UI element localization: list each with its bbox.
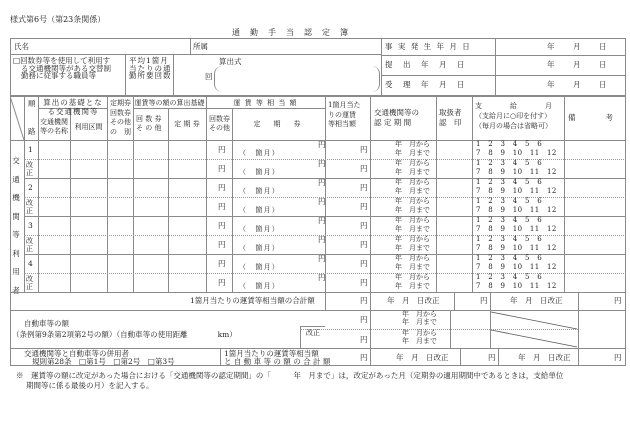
section-field[interactable] [71, 274, 107, 291]
pass-yen: 円 [318, 254, 326, 263]
remarks-field[interactable] [565, 236, 625, 253]
pay-months-1-6[interactable]: 1 2 3 4 5 6 [476, 140, 543, 148]
monthly-yen: 円 [360, 202, 368, 211]
times-unit: 回 [205, 72, 213, 81]
basis-name-header: 交通機関等の名称 [40, 118, 68, 135]
monthly-yen: 円 [360, 164, 368, 173]
period-to[interactable]: 年 月まで [395, 263, 430, 271]
total-amount-field[interactable] [326, 293, 369, 309]
pass-yen: 円 [318, 273, 326, 282]
section-field[interactable] [71, 198, 107, 215]
footnote-line-2: 期間等に係る最後の月）を記入する。 [26, 381, 154, 390]
ticket-type-field[interactable] [108, 236, 133, 253]
total-revised-date-1[interactable]: 年 月 日改正 [387, 296, 440, 305]
remarks-field[interactable] [565, 274, 625, 291]
submission-date-field[interactable]: 年 月 日 [547, 60, 607, 69]
period-from[interactable]: 年 月から [395, 273, 430, 281]
handler-seal-field[interactable] [437, 198, 472, 215]
table-row [38, 178, 626, 197]
period-to[interactable]: 年 月まで [395, 282, 430, 290]
pay-months-7-12[interactable]: 7 8 9 10 11 12 [476, 149, 557, 157]
handler-seal-field[interactable] [437, 141, 472, 158]
combined-total-label-2: と 自 動 車 等 の 額 の 合 計 額 [224, 357, 331, 366]
pass-yen: 円 [318, 235, 326, 244]
pay-months-1-6[interactable]: 1 2 3 4 5 6 [476, 273, 543, 281]
period-from[interactable]: 年 月から [395, 159, 430, 167]
handler-seal-field[interactable] [437, 274, 472, 291]
ticket-type-field[interactable] [108, 179, 133, 196]
combined-yen-2: 円 [488, 353, 496, 362]
period-to[interactable]: 年 月まで [395, 244, 430, 252]
coupon-basis-field[interactable] [134, 255, 168, 272]
route-revised-label: 改正 [26, 237, 33, 253]
order-label-top: 順 [28, 99, 36, 108]
car-revised-period-from[interactable]: 年 月から [402, 329, 437, 337]
remarks-field[interactable] [565, 160, 625, 177]
pay-months-1-6[interactable]: 1 2 3 4 5 6 [476, 254, 543, 262]
name-label: 氏名 [14, 42, 29, 51]
pass-months[interactable]: （ 箇月） [239, 168, 280, 176]
period-from[interactable]: 年 月から [395, 197, 430, 205]
section-field[interactable] [71, 179, 107, 196]
pass-basis-field[interactable] [169, 160, 206, 177]
period-from[interactable]: 年 月から [395, 216, 430, 224]
coupon-yen: 円 [218, 164, 226, 173]
remarks-header: 備 考 [568, 113, 613, 122]
total-revised-date-2[interactable]: 年 月 日改正 [510, 296, 563, 305]
pass-yen: 円 [318, 159, 326, 168]
formula-field[interactable] [214, 66, 380, 92]
pass-basis-field[interactable] [169, 236, 206, 253]
table-row [38, 273, 626, 292]
ticket-type-field[interactable] [108, 198, 133, 215]
pass-months[interactable]: （ 箇月） [239, 282, 280, 290]
pass-basis-field[interactable] [169, 274, 206, 291]
section-field[interactable] [71, 255, 107, 272]
formula-label: 算出式 [219, 57, 242, 66]
handler-seal-field[interactable] [437, 179, 472, 196]
occurrence-date-label: 事 実 発 生 年 月 日 [385, 42, 472, 51]
route-revised-label: 改正 [26, 161, 33, 177]
coupon-yen: 円 [218, 221, 226, 230]
combined-revised-date-2[interactable]: 年 月 日改正 [518, 353, 571, 362]
transit-name-field[interactable] [39, 141, 70, 158]
pay-months-1-6[interactable]: 1 2 3 4 5 6 [476, 197, 543, 205]
transit-name-field[interactable] [39, 179, 70, 196]
combined-yen-3: 円 [614, 353, 622, 362]
monthly-yen: 円 [360, 240, 368, 249]
handler-seal-field[interactable] [437, 236, 472, 253]
period-from[interactable]: 年 月から [395, 140, 430, 148]
combined-label-1: 交通機関等と自動車等の併用者 [24, 349, 129, 358]
fare-basis-group-header: 運賃等の額の算出基礎 [134, 98, 205, 107]
table-row [38, 254, 626, 273]
period-from[interactable]: 年 月から [395, 178, 430, 186]
pass-basis-field[interactable] [169, 179, 206, 196]
pay-months-1-6[interactable]: 1 2 3 4 5 6 [476, 216, 543, 224]
coupon-yen: 円 [218, 183, 226, 192]
fare-equiv-group-header: 運 賃 等 相 当 額 [233, 98, 298, 107]
ticket-type-field[interactable] [108, 274, 133, 291]
remarks-field[interactable] [565, 179, 625, 196]
coupon-basis-field[interactable] [134, 236, 168, 253]
pass-yen: 円 [318, 178, 326, 187]
coupon-basis-field[interactable] [134, 141, 168, 158]
car-revised-period-to[interactable]: 年 月まで [402, 337, 437, 345]
fare-basis-pass-header: 定 期 券 [174, 120, 200, 128]
basis-group-header: 算出の基礎となる交通機関等 [43, 98, 103, 116]
combined-amount-field[interactable] [326, 349, 369, 365]
car-period-to[interactable]: 年 月まで [402, 318, 437, 326]
remarks-field[interactable] [565, 198, 625, 215]
coupon-basis-field[interactable] [134, 217, 168, 234]
route-revised-label: 改正 [26, 275, 33, 291]
table-row [38, 216, 626, 235]
pay-month-header: 支 給 月 （支給月に○印を付す） （毎月の場合は省略可） [475, 102, 552, 130]
transit-name-field[interactable] [39, 217, 70, 234]
pay-months-1-6[interactable]: 1 2 3 4 5 6 [476, 159, 543, 167]
monthly-yen: 円 [360, 278, 368, 287]
pay-months-1-6[interactable]: 1 2 3 4 5 6 [476, 178, 543, 186]
coupon-basis-field[interactable] [134, 160, 168, 177]
section-field[interactable] [71, 236, 107, 253]
pass-yen: 円 [318, 216, 326, 225]
pay-months-7-12[interactable]: 7 8 9 10 11 12 [476, 263, 557, 271]
affiliation-label: 所属 [193, 42, 208, 51]
order-label-bottom: 路 [28, 127, 36, 136]
route-number: 1 [28, 145, 33, 154]
period-header: 交通機関等の 認 定 期 間 [374, 108, 419, 127]
pass-months[interactable]: （ 箇月） [239, 187, 280, 195]
pay-months-1-6[interactable]: 1 2 3 4 5 6 [476, 235, 543, 243]
total-row-label: 1箇月当たりの運賃等相当額の合計額 [190, 296, 315, 305]
pass-months[interactable]: （ 箇月） [239, 263, 280, 271]
pass-months[interactable]: （ 箇月） [239, 244, 280, 252]
handler-seal-field[interactable] [437, 160, 472, 177]
coupon-user-checkbox[interactable]: □回数券等を使用して利用す る交通機関等がある交替制 勤務に従事する職員等 [13, 56, 111, 80]
ticket-type-field[interactable] [108, 141, 133, 158]
table-row [38, 140, 626, 159]
remarks-field[interactable] [565, 255, 625, 272]
name-field[interactable] [36, 40, 186, 53]
car-period-from[interactable]: 年 月から [402, 310, 437, 318]
pass-basis-field[interactable] [169, 255, 206, 272]
period-from[interactable]: 年 月から [395, 235, 430, 243]
monthly-yen: 円 [360, 221, 368, 230]
period-to[interactable]: 年 月まで [395, 149, 430, 157]
affiliation-field[interactable] [212, 40, 377, 53]
footnote-line-1: ※ 運賃等の額に改定があった場合における「交通機関等の認定期間」の「 年 月まで」は，改定があった月（定期券の適用期間中であるときは，支給単位 [16, 371, 564, 380]
route-number: 2 [28, 183, 33, 192]
pass-basis-field[interactable] [169, 217, 206, 234]
car-row-label-1: 自動車等の額 [24, 319, 69, 328]
coupon-yen: 円 [218, 259, 226, 268]
route-number: 3 [28, 221, 33, 230]
submission-date-label: 提 出 年 月 日 [385, 60, 466, 69]
average-commute-label: 平均1箇月 当たりの通 勤所要回数 [129, 56, 172, 80]
remarks-field[interactable] [565, 141, 625, 158]
pass-months[interactable]: （ 箇月） [239, 149, 280, 157]
period-to[interactable]: 年 月まで [395, 187, 430, 195]
pay-months-7-12[interactable]: 7 8 9 10 11 12 [476, 225, 557, 233]
coupon-yen: 円 [218, 202, 226, 211]
occurrence-date-field[interactable]: 年 月 日 [547, 42, 607, 51]
section-field[interactable] [71, 217, 107, 234]
pass-months[interactable]: （ 箇月） [239, 206, 280, 214]
pass-months[interactable]: （ 箇月） [239, 225, 280, 233]
transit-name-field[interactable] [39, 198, 70, 215]
table-row [38, 197, 626, 216]
car-revised-amount-field[interactable] [326, 330, 369, 347]
fare-equiv-coupon-header: 回数券 その他 [209, 115, 230, 132]
ticket-type-field[interactable] [108, 255, 133, 272]
route-revised-label: 改正 [26, 199, 33, 215]
transit-name-field[interactable] [39, 274, 70, 291]
pass-yen: 円 [318, 140, 326, 149]
pay-months-7-12[interactable]: 7 8 9 10 11 12 [476, 206, 557, 214]
car-row-diagonals [491, 311, 578, 348]
handler-seal-field[interactable] [437, 217, 472, 234]
transit-user-side-label: 交通機関等利用者 [12, 156, 20, 295]
table-row [38, 235, 626, 254]
ticket-type-field[interactable] [108, 217, 133, 234]
average-times-field[interactable] [175, 70, 205, 84]
period-to[interactable]: 年 月まで [395, 225, 430, 233]
monthly-yen: 円 [360, 183, 368, 192]
fare-equiv-pass-header: 定 期 券 [253, 120, 304, 128]
coupon-yen: 円 [218, 145, 226, 154]
car-row-label-2: （条例第9条第2項第2号の額）（自動車等の使用距離 km） [12, 330, 237, 339]
total-yen-1: 円 [360, 296, 368, 305]
page-title: 通 勤 手 当 認 定 簿 [232, 28, 349, 37]
pay-months-7-12[interactable]: 7 8 9 10 11 12 [476, 187, 557, 195]
coupon-yen: 円 [218, 240, 226, 249]
period-to[interactable]: 年 月まで [395, 168, 430, 176]
section-field[interactable] [71, 141, 107, 158]
monthly-fare-header: 1箇月当た りの運賃 等相当額 [328, 101, 361, 128]
coupon-yen: 円 [218, 278, 226, 287]
ticket-type-field[interactable] [108, 160, 133, 177]
monthly-yen: 円 [360, 145, 368, 154]
transit-name-field[interactable] [39, 255, 70, 272]
combined-yen-1: 円 [360, 353, 368, 362]
car-revised-label: 改正 [306, 329, 320, 337]
combined-label-2[interactable]: 規則第28条 □第1号 □第2号 □第3号 [32, 357, 175, 366]
pay-months-7-12[interactable]: 7 8 9 10 11 12 [476, 282, 557, 290]
transit-name-field[interactable] [39, 160, 70, 177]
total-yen-3: 円 [614, 296, 622, 305]
fare-basis-coupon-header: 回 数 券 そ の 他 [136, 115, 162, 132]
remarks-field[interactable] [565, 217, 625, 234]
car-amount-field[interactable] [326, 311, 369, 328]
combined-revised-date-1[interactable]: 年 月 日改正 [396, 353, 449, 362]
period-to[interactable]: 年 月まで [395, 206, 430, 214]
handler-seal-field[interactable] [437, 255, 472, 272]
route-number: 4 [28, 259, 33, 268]
coupon-basis-field[interactable] [134, 274, 168, 291]
monthly-yen: 円 [360, 259, 368, 268]
coupon-basis-field[interactable] [134, 198, 168, 215]
pay-months-7-12[interactable]: 7 8 9 10 11 12 [476, 244, 557, 252]
transit-name-field[interactable] [39, 236, 70, 253]
period-from[interactable]: 年 月から [395, 254, 430, 262]
table-row [38, 159, 626, 178]
combined-total-label-1: 1箇月当たりの運賃等相当額 [224, 349, 319, 358]
section-field[interactable] [71, 160, 107, 177]
form-label: 様式第6号（第23条関係） [10, 15, 106, 24]
pass-yen: 円 [318, 197, 326, 206]
receipt-date-label: 受 理 年 月 日 [385, 80, 466, 89]
pass-basis-field[interactable] [169, 198, 206, 215]
basis-section-header: 利用区間 [74, 123, 103, 131]
corner-diagonal [10, 96, 24, 140]
handler-seal-header: 取扱者 認 印 [439, 108, 462, 127]
pay-months-7-12[interactable]: 7 8 9 10 11 12 [476, 168, 557, 176]
car-yen-1: 円 [360, 315, 368, 324]
ticket-type-header: 定期券 回数券 その他 の 別 [110, 99, 131, 136]
pass-basis-field[interactable] [169, 141, 206, 158]
coupon-basis-field[interactable] [134, 179, 168, 196]
receipt-date-field[interactable]: 年 月 日 [547, 80, 607, 89]
total-yen-2: 円 [480, 296, 488, 305]
car-yen-2: 円 [360, 335, 368, 344]
